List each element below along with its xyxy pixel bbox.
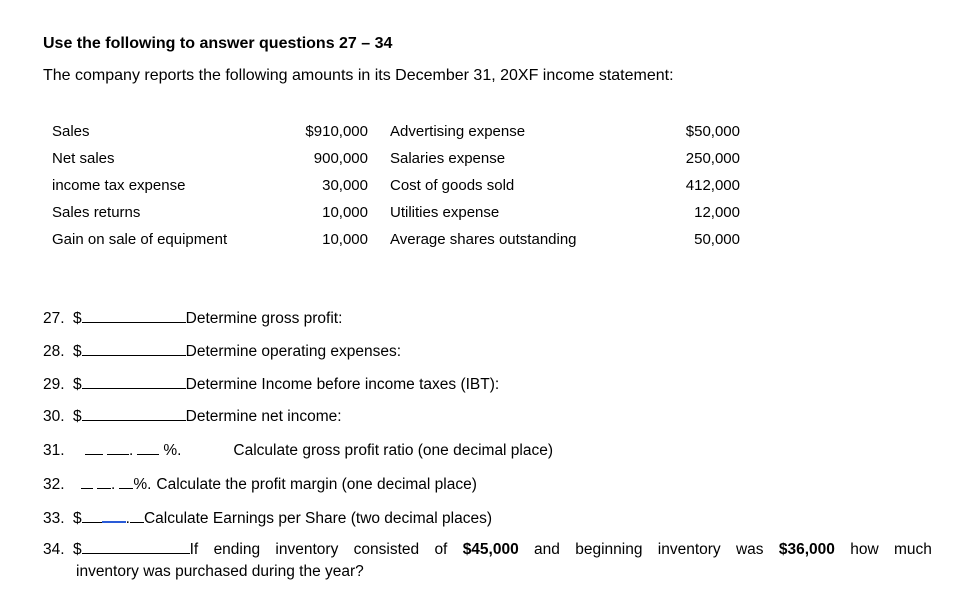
decimal-point: . [125,510,130,527]
amount-value: 30,000 [322,176,368,194]
amount-label: Cost of goods sold [390,176,515,194]
question-word: was [735,541,764,558]
amount-label: Sales [52,122,90,140]
percent-sign: %. [133,476,152,493]
dollar-sign: $ [73,343,82,360]
table-row [52,226,740,253]
question-word: and [534,541,560,558]
answer-blank[interactable] [137,440,159,455]
question-27 [43,308,342,328]
question-word: how [850,541,879,558]
decimal-point: . [111,476,116,493]
answer-blank[interactable] [82,374,186,389]
answer-blank[interactable] [107,440,129,455]
question-text: Determine Income before income taxes (IBT): [185,376,500,393]
dollar-sign: $ [73,510,82,527]
answer-blank[interactable] [82,341,186,356]
intro-text: The company reports the following amounts in its December 31, 20XF income statement: [43,67,674,84]
beginning-inventory-amount: $36,000 [778,541,835,558]
amount-label: Advertising expense [390,122,526,140]
question-number: 34. [43,541,65,558]
amount-value: 10,000 [322,230,368,248]
question-word: inventory [657,541,721,558]
amount-value: 10,000 [322,203,368,221]
question-number: 30. [43,408,65,425]
table-row [52,199,740,226]
question-number: 33. [43,510,65,527]
question-text: Determine net income: [185,408,342,425]
question-34-line-2: inventory was purchased during the year? [76,563,364,580]
answer-blank[interactable] [102,507,126,523]
question-30 [43,406,342,426]
amount-value: 50,000 [694,230,740,248]
amount-label: Gain on sale of equipment [52,230,228,248]
question-text: Calculate Earnings per Share (two decimal places) [143,510,492,527]
amount-label: Utilities expense [390,203,500,221]
dollar-sign: $ [73,541,82,558]
answer-blank[interactable] [81,474,93,489]
question-word: ending [213,541,261,558]
dollar-sign: $ [73,408,82,425]
question-number: 29. [43,376,65,393]
question-word: inventory [275,541,339,558]
amount-value: $910,000 [305,122,368,140]
question-word: of [434,541,448,558]
amount-value: 412,000 [685,176,740,194]
question-word: beginning [575,541,643,558]
amount-value: 12,000 [694,203,740,221]
question-text: Determine gross profit: [185,310,343,327]
question-31 [43,440,553,460]
question-text: Determine operating expenses: [185,343,402,360]
amount-label: Net sales [52,149,115,167]
question-34 [43,539,932,583]
amount-value: $50,000 [685,122,740,140]
question-32 [43,474,477,494]
question-28 [43,341,401,361]
question-33 [43,507,492,528]
amount-value: 900,000 [313,149,368,167]
question-number: 31. [43,442,65,459]
answer-blank[interactable] [130,508,144,523]
dollar-sign: $ [73,376,82,393]
table-row [52,145,740,172]
question-number: 27. [43,310,65,327]
question-word: much [893,541,932,558]
question-text: Calculate gross profit ratio (one decimal place) [233,442,554,459]
amount-label: Sales returns [52,203,141,221]
amount-value: 250,000 [685,149,740,167]
table-row [52,118,740,145]
amount-label: Salaries expense [390,149,506,167]
amount-label: income tax expense [52,176,186,194]
table-row [52,172,740,199]
answer-blank[interactable] [82,539,190,554]
section-heading: Use the following to answer questions 27 – 34 [43,35,393,52]
question-34-line-1 [43,539,932,561]
answer-blank[interactable] [82,308,186,323]
percent-sign: %. [163,442,182,459]
answer-blank[interactable] [82,508,102,523]
answer-blank[interactable] [97,474,111,489]
question-29 [43,374,499,394]
dollar-sign: $ [73,310,82,327]
answer-blank[interactable] [85,440,103,455]
question-number: 28. [43,343,65,360]
answer-blank[interactable] [119,474,133,489]
question-word: consisted [353,541,420,558]
decimal-point: . [129,442,134,459]
amount-label: Average shares outstanding [390,230,577,248]
question-number: 32. [43,476,65,493]
question-text: Calculate the profit margin (one decimal place) [156,476,477,493]
answer-blank[interactable] [82,406,186,421]
question-word: If [189,541,199,558]
income-statement-amounts-table [52,118,740,253]
ending-inventory-amount: $45,000 [462,541,519,558]
